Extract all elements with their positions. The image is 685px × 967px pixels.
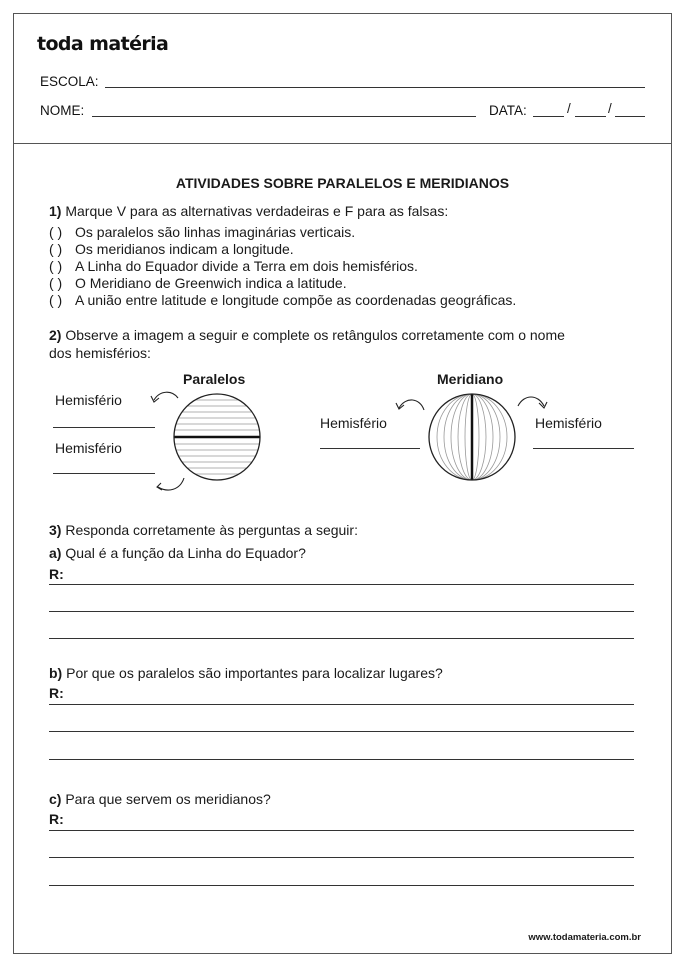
answer-box[interactable]: ( ) bbox=[49, 292, 63, 308]
curved-arrow-icon bbox=[394, 396, 428, 416]
item-text: Por que os paralelos são importantes para localizar lugares? bbox=[66, 665, 443, 681]
question-2 bbox=[49, 327, 565, 344]
date-month-field[interactable] bbox=[575, 116, 606, 117]
question-3a bbox=[49, 545, 306, 562]
footer-site-url: www.todamateria.com.br bbox=[528, 932, 641, 943]
answer-label: R: bbox=[49, 566, 64, 582]
curved-arrow-icon bbox=[514, 394, 550, 414]
option-text: Os meridianos indicam a longitude. bbox=[75, 241, 294, 257]
answer-line[interactable] bbox=[49, 638, 634, 639]
answer-line[interactable] bbox=[49, 584, 634, 585]
answer-box[interactable]: ( ) bbox=[49, 224, 63, 240]
item-text: Qual é a função da Linha do Equador? bbox=[65, 545, 306, 561]
question-prompt: Responda corretamente às perguntas a seguir: bbox=[65, 522, 358, 538]
curved-arrow-icon bbox=[154, 474, 188, 496]
question-number: 3) bbox=[49, 522, 62, 538]
option-text: O Meridiano de Greenwich indica a latitude. bbox=[75, 275, 347, 291]
date-separator: / bbox=[567, 101, 571, 116]
parallels-globe bbox=[172, 392, 262, 482]
question-prompt: Marque V para as alternativas verdadeiras e F para as falsas: bbox=[65, 203, 449, 219]
question-number: 2) bbox=[49, 327, 62, 343]
answer-line[interactable] bbox=[49, 857, 634, 858]
question-3b bbox=[49, 665, 443, 682]
item-letter: b) bbox=[49, 665, 63, 681]
school-field[interactable] bbox=[105, 87, 645, 88]
item-letter: a) bbox=[49, 545, 62, 561]
question-prompt: Observe a imagem a seguir e complete os retângulos corretamente com o nome bbox=[65, 327, 565, 343]
date-day-field[interactable] bbox=[533, 116, 564, 117]
school-label: ESCOLA: bbox=[40, 74, 99, 89]
answer-line[interactable] bbox=[49, 611, 634, 612]
question-3c bbox=[49, 791, 271, 808]
answer-line[interactable] bbox=[49, 759, 634, 760]
answer-label: R: bbox=[49, 685, 64, 701]
brand-logo: toda matéria bbox=[37, 33, 169, 55]
option-row bbox=[49, 275, 347, 292]
answer-box[interactable]: ( ) bbox=[49, 275, 63, 291]
parallels-figure-title: Paralelos bbox=[183, 371, 246, 387]
hemisphere-label-east: Hemisfério bbox=[535, 415, 602, 431]
question-number: 1) bbox=[49, 203, 62, 219]
option-text: A Linha do Equador divide a Terra em dois hemisférios. bbox=[75, 258, 418, 274]
date-year-field[interactable] bbox=[615, 116, 645, 117]
answer-box[interactable]: ( ) bbox=[49, 258, 63, 274]
hemisphere-label-west: Hemisfério bbox=[320, 415, 387, 431]
meridian-figure-title: Meridiano bbox=[437, 371, 504, 387]
option-text: Os paralelos são linhas imaginárias verticais. bbox=[75, 224, 356, 240]
page-title: ATIVIDADES SOBRE PARALELOS E MERIDIANOS bbox=[175, 175, 510, 191]
answer-label: R: bbox=[49, 811, 64, 827]
date-separator: / bbox=[608, 101, 612, 116]
question-1 bbox=[49, 203, 448, 220]
date-label: DATA: bbox=[489, 103, 527, 118]
worksheet-frame bbox=[13, 13, 672, 954]
item-letter: c) bbox=[49, 791, 62, 807]
option-row bbox=[49, 292, 516, 309]
name-field[interactable] bbox=[92, 116, 476, 117]
option-row bbox=[49, 258, 418, 275]
option-row bbox=[49, 241, 294, 258]
hemisphere-answer-south[interactable] bbox=[53, 473, 155, 474]
option-row bbox=[49, 224, 355, 241]
question-2-prompt-cont: dos hemisférios: bbox=[49, 345, 151, 361]
answer-line[interactable] bbox=[49, 885, 634, 886]
item-text: Para que servem os meridianos? bbox=[65, 791, 271, 807]
hemisphere-answer-north[interactable] bbox=[53, 427, 155, 428]
hemisphere-answer-west[interactable] bbox=[320, 448, 420, 449]
name-label: NOME: bbox=[40, 103, 85, 118]
hemisphere-label-north: Hemisfério bbox=[55, 392, 122, 408]
question-3 bbox=[49, 522, 358, 539]
answer-line[interactable] bbox=[49, 830, 634, 831]
hemisphere-label-south: Hemisfério bbox=[55, 440, 122, 456]
option-text: A união entre latitude e longitude compõe as coordenadas geográficas. bbox=[75, 292, 517, 308]
curved-arrow-icon bbox=[150, 390, 184, 410]
meridian-globe bbox=[427, 392, 517, 482]
answer-box[interactable]: ( ) bbox=[49, 241, 63, 257]
header-divider bbox=[13, 143, 672, 144]
answer-line[interactable] bbox=[49, 704, 634, 705]
hemisphere-answer-east[interactable] bbox=[533, 448, 634, 449]
answer-line[interactable] bbox=[49, 731, 634, 732]
